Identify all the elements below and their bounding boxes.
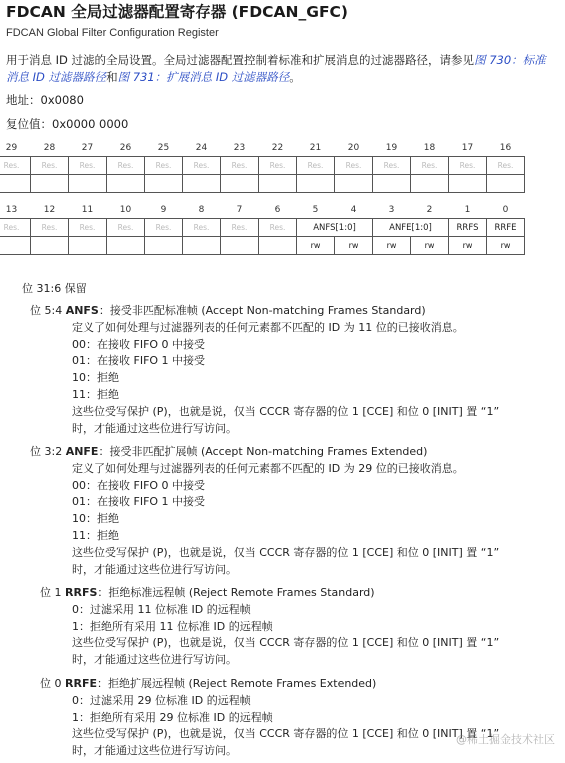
- bit-label: 位 1: [40, 586, 62, 599]
- page-title: FDCAN 全局过滤器配置寄存器 (FDCAN_GFC): [6, 3, 348, 21]
- bit-number: 29: [5, 142, 18, 153]
- access-rw: rw: [449, 237, 487, 255]
- bit-number: 5: [312, 204, 319, 215]
- access-cell: [183, 175, 221, 193]
- reserved-field: Res.: [183, 157, 221, 175]
- bit-number: 22: [271, 142, 284, 153]
- access-cell: [373, 175, 411, 193]
- bit-label: 位 0: [40, 677, 62, 690]
- description-line: 11：拒绝: [72, 528, 119, 542]
- anfe-field: ANFE[1:0]: [373, 219, 449, 237]
- description-line: 定义了如何处理与过滤器列表的任何元素都不匹配的 ID 为 11 位的已接收消息。: [72, 320, 464, 334]
- bit-number: 1: [464, 204, 471, 215]
- reserved-field: Res.: [183, 219, 221, 237]
- field-name: ANFS: [65, 304, 99, 317]
- bit-number: 2: [426, 204, 433, 215]
- bit-label: 位 5:4: [30, 304, 63, 317]
- reserved-field: Res.: [221, 157, 259, 175]
- description-line: 这些位受写保护 (P)，也就是说，仅当 CCCR 寄存器的位 1 [CCE] 和位 0 [INIT] 置 “1”: [72, 636, 500, 650]
- bits-5-4-section: [30, 303, 499, 437]
- intro-end: 。: [289, 70, 301, 84]
- access-cell: [31, 175, 69, 193]
- description-line: 11：拒绝: [72, 387, 119, 401]
- reserved-field: Res.: [107, 219, 145, 237]
- access-cell: [145, 175, 183, 193]
- bit-number: 10: [119, 204, 132, 215]
- reserved-field: Res.: [259, 219, 297, 237]
- reserved-field: Res.: [221, 219, 259, 237]
- bit-number: 23: [233, 142, 246, 153]
- access-cell: [411, 175, 449, 193]
- field-name: ANFE: [65, 445, 99, 458]
- bit-number: 8: [198, 204, 205, 215]
- description-line: 1：拒绝所有采用 29 位标准 ID 的远程帧: [72, 710, 273, 724]
- access-rw: rw: [487, 237, 525, 255]
- description-line: 定义了如何处理与过滤器列表的任何元素都不匹配的 ID 为 29 位的已接收消息。: [72, 461, 464, 475]
- bit-number: 4: [350, 204, 357, 215]
- access-cell: [297, 175, 335, 193]
- access-rw: rw: [373, 237, 411, 255]
- reserved-field: Res.: [373, 157, 411, 175]
- access-cell: [31, 237, 69, 255]
- reserved-field: Res.: [0, 219, 31, 237]
- intro-paragraph: [6, 52, 556, 86]
- register-table-lower: [0, 201, 525, 255]
- description-line: 1：拒绝所有采用 11 位标准 ID 的远程帧: [72, 619, 273, 633]
- access-cell: [221, 237, 259, 255]
- watermark: @稀土掘金技术社区: [456, 733, 555, 746]
- bit-number: 9: [160, 204, 167, 215]
- description-line: 时，才能通过这些位进行写访问。: [72, 421, 237, 435]
- bit-number: 21: [309, 142, 322, 153]
- access-cell: [335, 175, 373, 193]
- bit-number: 27: [81, 142, 94, 153]
- description-line: 00：在接收 FIFO 0 中接受: [72, 337, 206, 351]
- bit-number: 16: [499, 142, 512, 153]
- reserved-field: Res.: [69, 219, 107, 237]
- bit-number: 18: [423, 142, 436, 153]
- bits-31-6-section: [22, 281, 87, 298]
- intro-text: 用于消息 ID 过滤的全局设置。全局过滤器配置控制着标准和扩展消息的过滤器路径，请参见: [6, 53, 475, 67]
- reserved-field: Res.: [107, 157, 145, 175]
- bit-number: 19: [385, 142, 398, 153]
- reserved-field: Res.: [31, 157, 69, 175]
- field-title: ：接受非匹配标准帧 (Accept Non-matching Frames Standard): [98, 304, 426, 317]
- access-cell: [69, 175, 107, 193]
- reserved-field: Res.: [69, 157, 107, 175]
- reserved-field: Res.: [31, 219, 69, 237]
- bit-number: 13: [5, 204, 18, 215]
- bit-1-section: [40, 585, 499, 669]
- description-line: 01：在接收 FIFO 1 中接受: [72, 354, 206, 368]
- description-line: 10：拒绝: [72, 371, 119, 385]
- reserved-field: Res.: [145, 157, 183, 175]
- register-table-upper: [0, 139, 525, 193]
- reserved-field: Res.: [411, 157, 449, 175]
- bit-number: 0: [502, 204, 509, 215]
- field-title: ：拒绝扩展远程帧 (Reject Remote Frames Extended): [96, 677, 377, 690]
- access-cell: [69, 237, 107, 255]
- bit-number: 11: [81, 204, 94, 215]
- reserved-field: Res.: [0, 157, 31, 175]
- field-name: RRFE: [65, 677, 97, 690]
- figure-731-link[interactable]: 图 731：扩展消息 ID 过滤器路径: [117, 70, 290, 84]
- access-cell: [259, 175, 297, 193]
- description-line: 这些位受写保护 (P)，也就是说，仅当 CCCR 寄存器的位 1 [CCE] 和位 0 [INIT] 置 “1”: [72, 727, 500, 741]
- reserved-field: Res.: [487, 157, 525, 175]
- rrfe-field: RRFE: [487, 219, 525, 237]
- bit-number: 28: [43, 142, 56, 153]
- access-cell: [145, 237, 183, 255]
- bit-description: 保留: [64, 282, 87, 295]
- access-cell: [0, 175, 31, 193]
- access-cell: [107, 237, 145, 255]
- access-cell: [0, 237, 31, 255]
- access-cell: [221, 175, 259, 193]
- bit-number: 17: [461, 142, 474, 153]
- bit-number: 24: [195, 142, 208, 153]
- description-line: 时，才能通过这些位进行写访问。: [72, 744, 237, 758]
- reserved-field: Res.: [145, 219, 183, 237]
- description-line: 0：过滤采用 11 位标准 ID 的远程帧: [72, 602, 251, 616]
- description-line: 00：在接收 FIFO 0 中接受: [72, 478, 206, 492]
- description-line: 时，才能通过这些位进行写访问。: [72, 653, 237, 667]
- description-line: 01：在接收 FIFO 1 中接受: [72, 495, 206, 509]
- bit-number: 26: [119, 142, 132, 153]
- description-line: 时，才能通过这些位进行写访问。: [72, 562, 237, 576]
- bit-number: 7: [236, 204, 243, 215]
- reserved-field: Res.: [335, 157, 373, 175]
- reset-value-line: 复位值：0x0000 0000: [6, 117, 129, 131]
- bit-number: 3: [388, 204, 395, 215]
- description-line: 这些位受写保护 (P)，也就是说，仅当 CCCR 寄存器的位 1 [CCE] 和位 0 [INIT] 置 “1”: [72, 545, 500, 559]
- bit-number: 25: [157, 142, 170, 153]
- access-cell: [449, 175, 487, 193]
- address-line: 地址：0x0080: [6, 93, 84, 107]
- anfs-field: ANFS[1:0]: [297, 219, 373, 237]
- access-cell: [107, 175, 145, 193]
- bit-0-section: [40, 676, 499, 760]
- field-title: ：接受非匹配扩展帧 (Accept Non-matching Frames Extended): [98, 445, 428, 458]
- field-name: RRFS: [65, 586, 98, 599]
- bit-number: 20: [347, 142, 360, 153]
- bit-label: 位 3:2: [30, 445, 63, 458]
- bit-number: 12: [43, 204, 56, 215]
- description-line: 0：过滤采用 29 位标准 ID 的远程帧: [72, 693, 251, 707]
- figure-730-link[interactable]: 图 730：标准消息 ID 过滤器路径: [6, 53, 546, 84]
- field-title: ：拒绝标准远程帧 (Reject Remote Frames Standard): [97, 586, 375, 599]
- access-rw: rw: [411, 237, 449, 255]
- description-line: 这些位受写保护 (P)，也就是说，仅当 CCCR 寄存器的位 1 [CCE] 和位 0 [INIT] 置 “1”: [72, 404, 500, 418]
- access-cell: [183, 237, 221, 255]
- bits-3-2-section: [30, 444, 499, 578]
- access-rw: rw: [297, 237, 335, 255]
- access-cell: [487, 175, 525, 193]
- access-cell: [259, 237, 297, 255]
- rrfs-field: RRFS: [449, 219, 487, 237]
- bit-label: 位 31:6: [22, 282, 62, 295]
- register-subtitle: FDCAN Global Filter Configuration Register: [6, 27, 219, 39]
- reserved-field: Res.: [259, 157, 297, 175]
- access-rw: rw: [335, 237, 373, 255]
- reserved-field: Res.: [449, 157, 487, 175]
- reserved-field: Res.: [297, 157, 335, 175]
- description-line: 10：拒绝: [72, 512, 119, 526]
- bit-number: 6: [274, 204, 281, 215]
- intro-and: 和: [106, 70, 118, 84]
